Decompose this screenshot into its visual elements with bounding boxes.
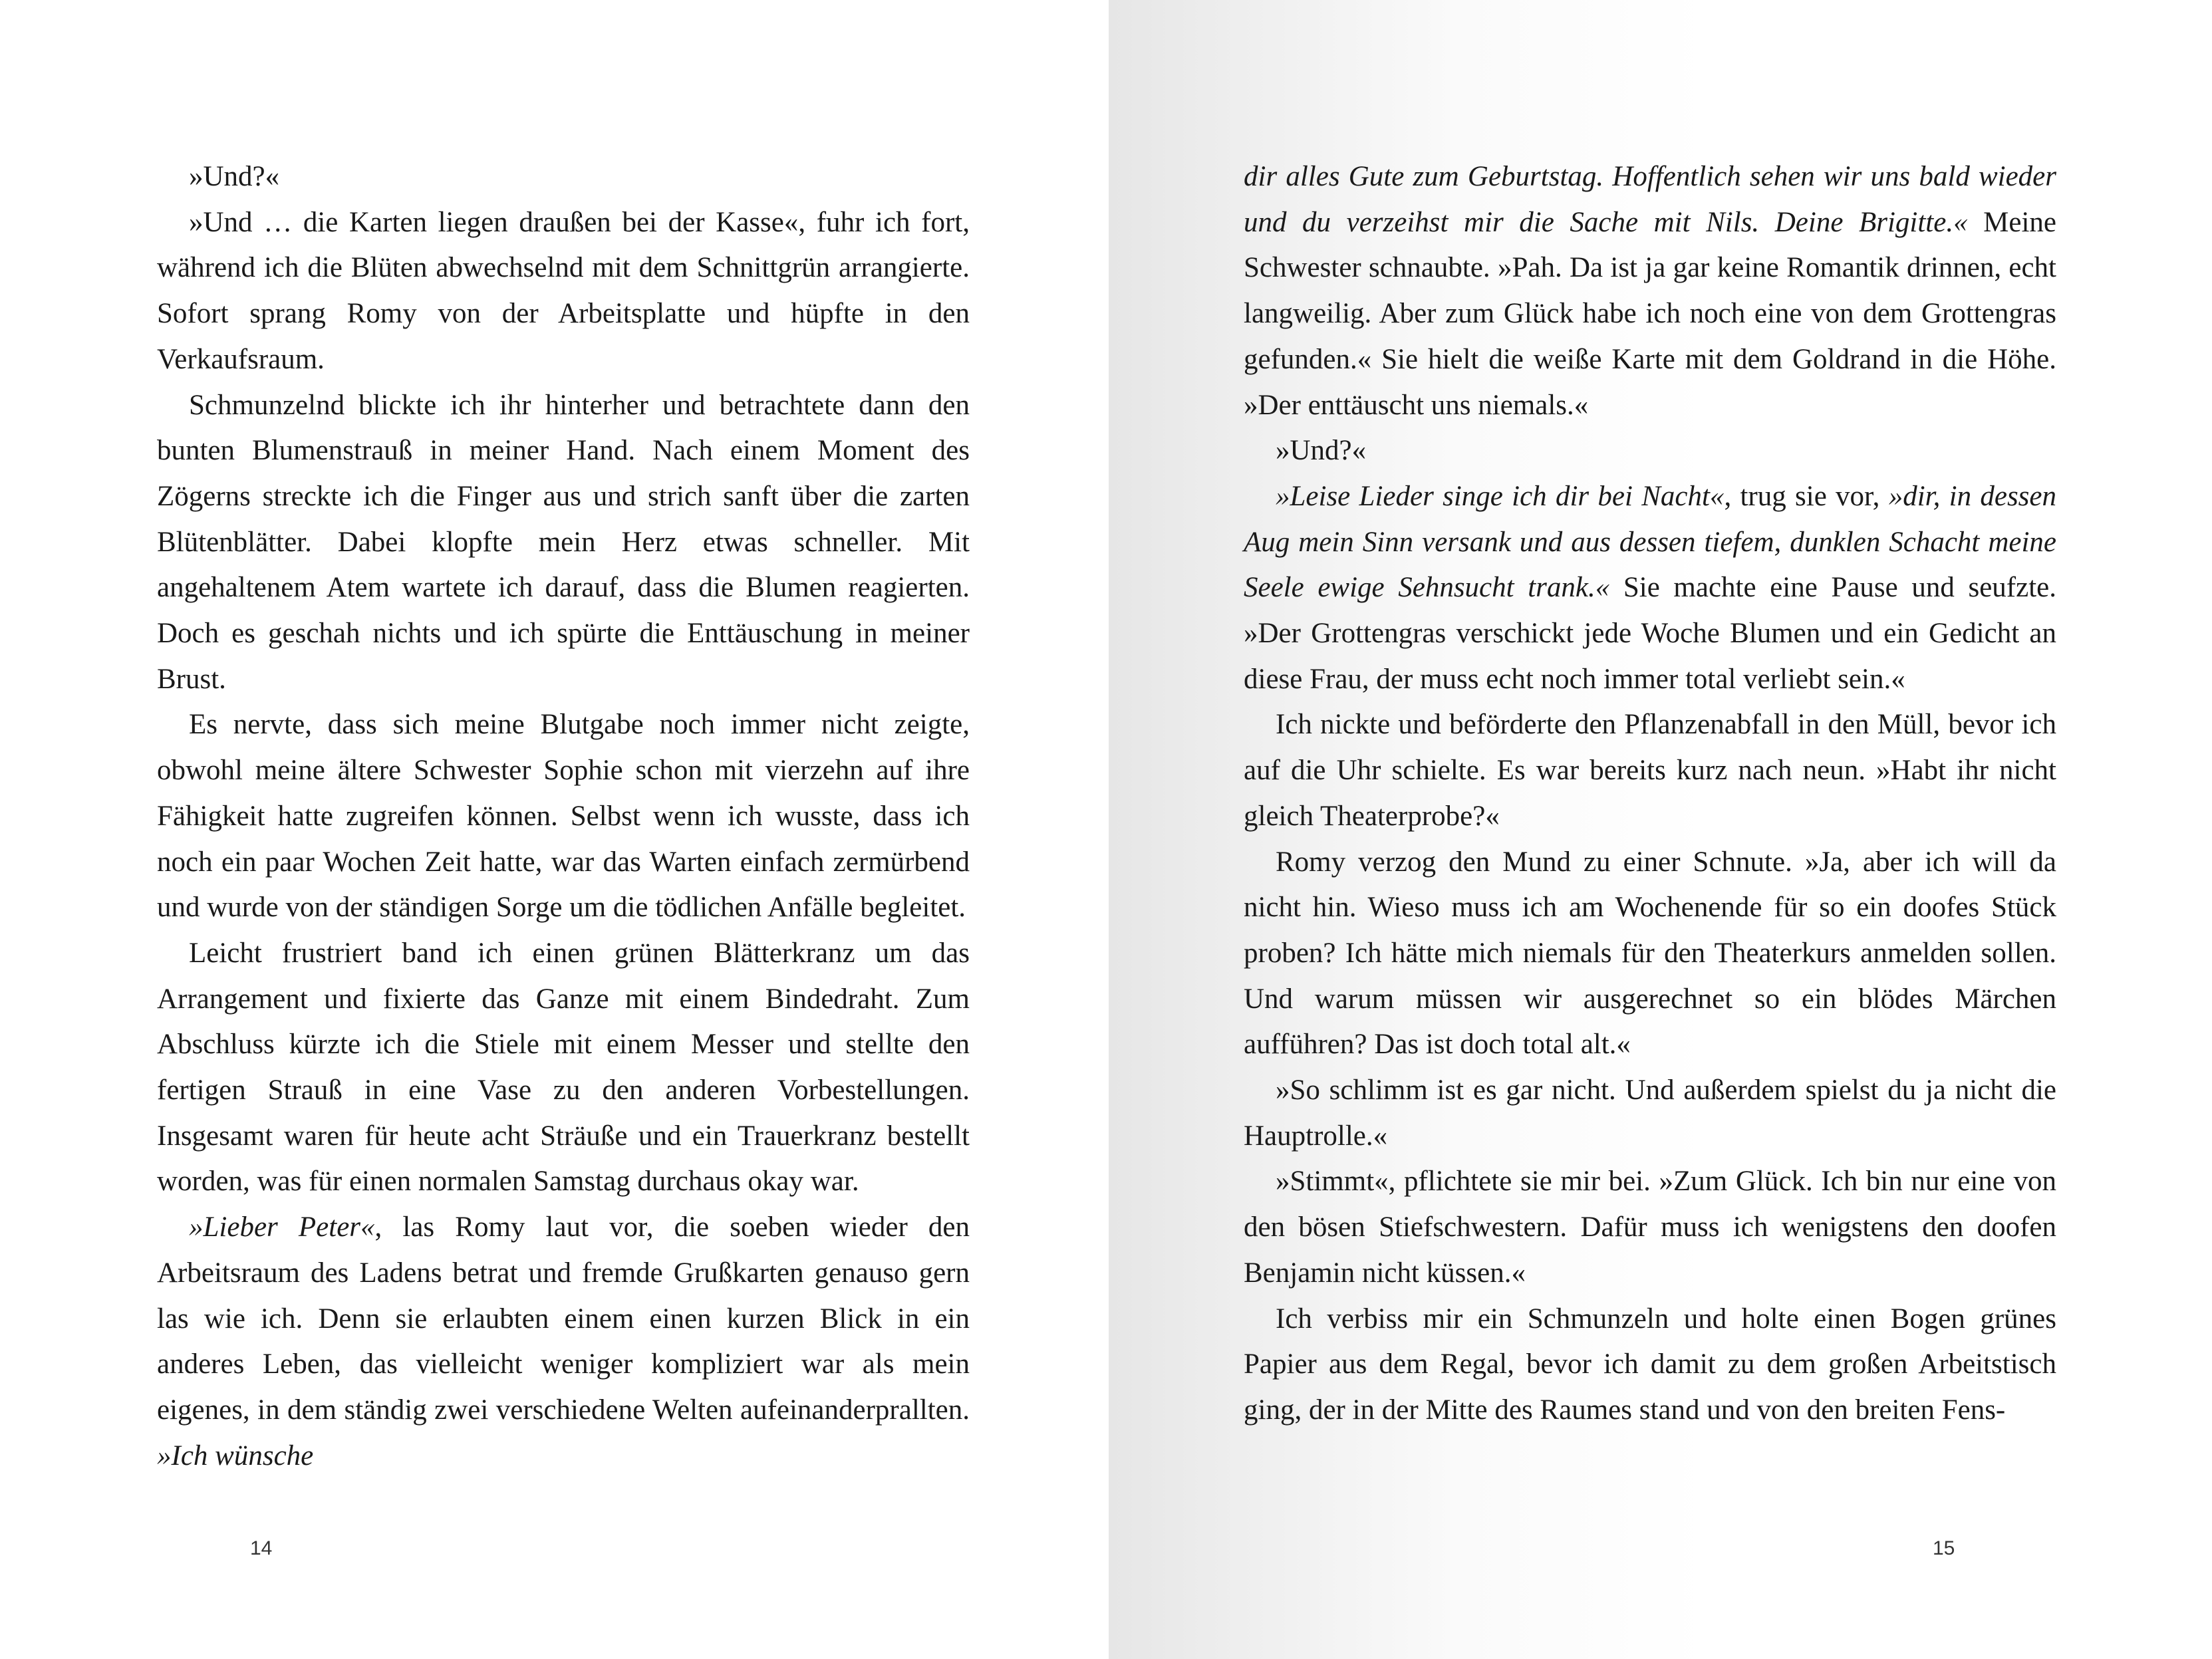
paragraph xyxy=(157,200,970,383)
text-run: Schmunzelnd blickte ich ihr hinterher und betrachtete dann den bunten Blumenstrauß in meiner Hand. Nach einem Moment des Zögerns streckte ich die Finger aus und strich sanft über die zarten Blütenblätter. Dabei klopfte mein Herz etwas schneller. Mit angehaltenem Atem wartete ich darauf, dass die Blumen reagierten. Doch es geschah nichts und ich spürte die Enttäuschung in meiner Brust. xyxy=(157,389,970,695)
italic-run: »Leise Lieder singe ich dir bei Nacht« xyxy=(1276,480,1725,512)
paragraph xyxy=(157,1205,970,1479)
text-run: Ich verbiss mir ein Schmunzeln und holte einen Bogen grünes Papier aus dem Regal, bevor ich damit zu dem großen Arbeitstisch ging, der in der Mitte des Raumes stand und von den breiten Fens- xyxy=(1244,1303,2056,1426)
paragraph xyxy=(1244,1297,2056,1434)
paragraph xyxy=(1244,840,2056,1069)
text-run: , las Romy laut vor, die soeben wieder den Arbeitsraum des Ladens betrat und fremde Grußkarten genauso gern las wie ich. Denn sie erlaubten einem einen kurzen Blick in ein anderes Leben, das vielleicht weniger kompliziert war als mein eigenes, in dem ständig zwei verschiedene Welten aufeinanderprallten. xyxy=(157,1212,970,1426)
paragraph xyxy=(1244,702,2056,839)
paragraph-continued xyxy=(1244,154,2056,428)
right-page xyxy=(1109,0,2212,1659)
italic-run: dir alles Gute zum Geburtstag. Hoffentlich sehen wir uns bald wieder und du verzeihst mir die Sache mit Nils. Deine Brigitte.« xyxy=(1244,161,2056,238)
italic-run: »Ich wünsche xyxy=(157,1440,314,1471)
paragraph xyxy=(1244,1159,2056,1296)
text-run: »Und?« xyxy=(189,161,280,192)
text-run: Leicht frustriert band ich einen grünen Blätterkranz um das Arrangement und fixierte das Ganze mit einem Bindedraht. Zum Abschluss kürzte ich die Stiele mit einem Messer und stellte den fertigen Strauß in eine Vase zu den anderen Vorbestellungen. Insgesamt waren für heute acht Sträuße und ein Trauerkranz bestellt worden, was für einen normalen Samstag durchaus okay war. xyxy=(157,937,970,1198)
text-run: »Und?« xyxy=(1276,435,1367,467)
text-run: Meine Schwester schnaubte. »Pah. Da ist ja gar keine Romantik drinnen, echt langweilig. Aber zum Glück habe ich noch eine von dem Grottengras gefunden.« Sie hielt die weiße Karte mit dem Goldrand in die Höhe. »Der enttäuscht uns niemals.« xyxy=(1244,206,2056,421)
text-run: Sie machte eine Pause und seufzte. »Der Grottengras verschickt jede Woche Blumen und ein Gedicht an diese Frau, der muss echt noch immer total verliebt sein.« xyxy=(1244,572,2056,695)
paragraph xyxy=(157,702,970,931)
right-page-text xyxy=(1244,154,2056,1434)
paragraph xyxy=(157,154,970,200)
left-page-text xyxy=(157,154,970,1479)
italic-run: »Lieber Peter« xyxy=(189,1212,375,1243)
text-run: , trug sie vor, xyxy=(1724,480,1889,512)
paragraph xyxy=(1244,474,2056,703)
page-number: 14 xyxy=(250,1537,273,1559)
paragraph xyxy=(1244,428,2056,474)
text-run: »So schlimm ist es gar nicht. Und außerdem spielst du ja nicht die Hauptrolle.« xyxy=(1244,1075,2056,1152)
paragraph xyxy=(157,383,970,703)
paragraph xyxy=(1244,1068,2056,1159)
page-number: 15 xyxy=(1933,1537,1955,1559)
text-run: »Und … die Karten liegen draußen bei der Kasse«, fuhr ich fort, während ich die Blüten abwechselnd mit dem Schnittgrün arrangierte. Sofort sprang Romy von der Arbeitsplatte und hüpfte in den Verkaufsraum. xyxy=(157,206,970,375)
text-run: »Stimmt«, pflichtete sie mir bei. »Zum Glück. Ich bin nur eine von den bösen Stiefschwestern. Dafür muss ich wenigstens den doofen Benjamin nicht küssen.« xyxy=(1244,1166,2056,1289)
italic-run: »dir, in dessen Aug mein Sinn versank und aus dessen tiefem, dunklen Schacht meine Seele ewige Sehnsucht trank.« xyxy=(1244,480,2056,604)
text-run: Romy verzog den Mund zu einer Schnute. »Ja, aber ich will da nicht hin. Wieso muss ich am Wochenende für so ein doofes Stück proben? Ich hätte mich niemals für den Theaterkurs anmelden sollen. Und warum müssen wir ausgerechnet so ein blödes Märchen aufführen? Das ist doch total alt.« xyxy=(1244,846,2056,1061)
text-run: Es nervte, dass sich meine Blutgabe noch immer nicht zeigte, obwohl meine ältere Schwester Sophie schon mit vierzehn auf ihre Fähigkeit hatte zugreifen können. Selbst wenn ich wusste, dass ich noch ein paar Wochen Zeit hatte, war das Warten einfach zermürbend und wurde von der ständigen Sorge um die tödlichen Anfälle begleitet. xyxy=(157,709,970,924)
paragraph xyxy=(157,931,970,1205)
text-run: Ich nickte und beförderte den Pflanzenabfall in den Müll, bevor ich auf die Uhr schielte. Es war bereits kurz nach neun. »Habt ihr nicht gleich Theaterprobe?« xyxy=(1244,709,2056,832)
